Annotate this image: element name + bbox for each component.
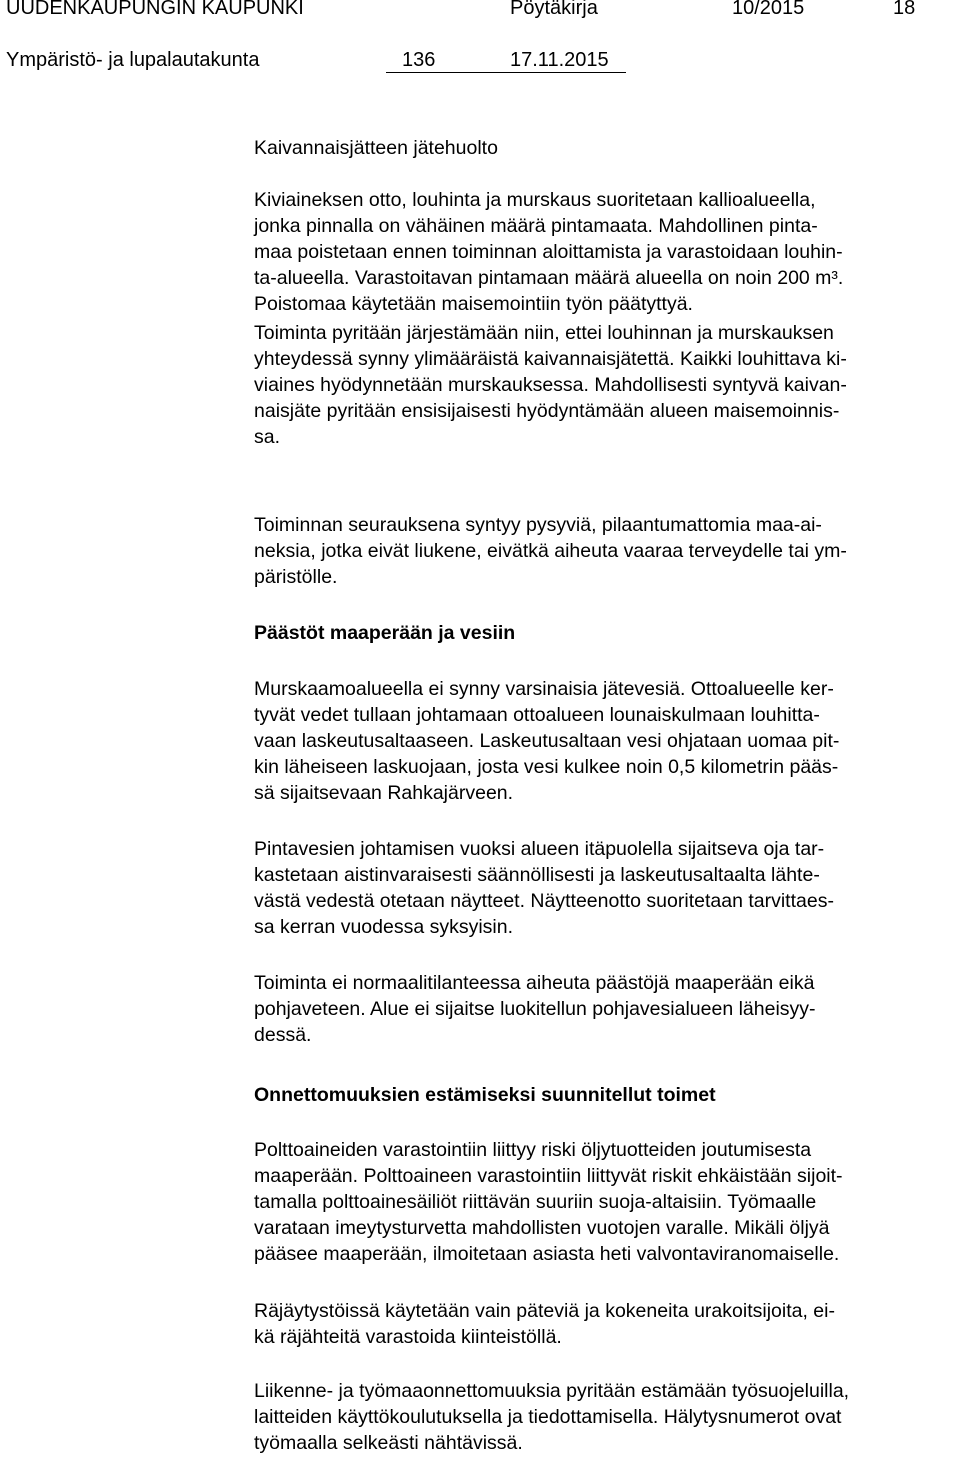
document-type: Pöytäkirja — [510, 0, 598, 19]
organization-name: UUDENKAUPUNGIN KAUPUNKI — [6, 0, 304, 19]
paragraph-traffic-safety: Liikenne- ja työmaaonnettomuuksia pyritään estämään työsuojeluilla, laitteiden käyttökoulutuksella ja tiedottamisella. Hälytysnumerot ovat työmaalla selkeästi nähtävissä. — [254, 1380, 850, 1454]
paragraph-waste-minimization: Toiminta pyritään järjestämään niin, ettei louhinnan ja murskauksen yhteydessä synny ylimääräistä kaivannaisjätettä. Kaikki louhittava ki- viaines hyödynnetään murskauksessa. Mahdollisesti syntyvä kaivan- naisjäte pyritään ensisijaisesti hyödyntämään alueen maisemoinnis- sa. — [254, 322, 847, 448]
paragraph-blasting: Räjäytystöissä käytetään vain päteviä ja kokeneita urakoitsijoita, ei- kä räjähteitä varastoida kiinteistöllä. — [254, 1300, 835, 1348]
paragraph-wastewater: Murskaamoalueella ei synny varsinaisia jätevesiä. Ottoalueelle ker- tyvät vedet tullaan johtamaan ottoalueen lounaiskulmaan louhitta- vaan laskeutusaltaaseen. Laskeutusaltaan vesi ohjataan uomaa pit- kin läheiseen laskuojaan, josta vesi kulkee noin 0,5 kilometrin pääs- sä sijaitsevaan Rahkajärveen. — [254, 678, 840, 804]
section-heading-emissions: Päästöt maaperään ja vesiin — [254, 622, 516, 644]
meeting-date: 17.11.2015 — [510, 49, 609, 71]
paragraph-groundwater: Toiminta ei normaalitilanteessa aiheuta päästöjä maaperään eikä pohjaveteen. Alue ei sijaitse luokitellun pohjavesialueen läheisyy- dessä. — [254, 972, 816, 1046]
paragraph-permanent-soils: Toiminnan seurauksena syntyy pysyviä, pilaantumattomia maa-ai- neksia, jotka eivät liukene, eivätkä aiheuta vaaraa terveydelle tai ym- päristölle. — [254, 514, 847, 588]
paragraph-fuel-storage: Polttoaineiden varastointiin liittyy riski öljytuotteiden joutumisesta maaperään. Polttoaineen varastointiin liittyvät riskit ehkäistään sijoit- tamalla polttoainesäiliöt riittävän suuriin suoja-altaisiin. Työmaalle varataan imeytysturvetta mahdollisten vuotojen varalle. Mikäli öljyä pääsee maaperään, ilmoitetaan asiasta heti valvontaviranomaiselle. — [254, 1139, 843, 1265]
section-heading-waste-management: Kaivannaisjätteen jätehuolto — [254, 137, 498, 159]
section-heading-accident-prevention: Onnettomuuksien estämiseksi suunnitellut toimet — [254, 1084, 716, 1106]
issue-number: 10/2015 — [732, 0, 805, 19]
paragraph-extraction: Kiviaineksen otto, louhinta ja murskaus suoritetaan kallioalueella, jonka pinnalla on vähäinen määrä pintamaata. Mahdollinen pinta- maa poistetaan ennen toiminnan aloittamista ja varastoidaan louhin- ta-alueella. Varastoitavan pintamaan määrä alueella on noin 200 m³. Poistomaa käytetään maisemointiin työn päätyttyä. — [254, 189, 844, 315]
board-name: Ympäristö- ja lupalautakunta — [6, 49, 260, 71]
header-rule — [386, 72, 626, 73]
section-number: 136 — [402, 49, 436, 71]
page-number: 18 — [893, 0, 916, 19]
paragraph-surface-water: Pintavesien johtamisen vuoksi alueen itäpuolella sijaitseva oja tar- kastetaan aistinvaraisesti säännöllisesti ja laskeutusaltaalta lähte- västä vedestä otetaan näytteet. Näytteenotto suoritetaan tarvittaes- sa kerran vuodessa syksyisin. — [254, 838, 834, 938]
